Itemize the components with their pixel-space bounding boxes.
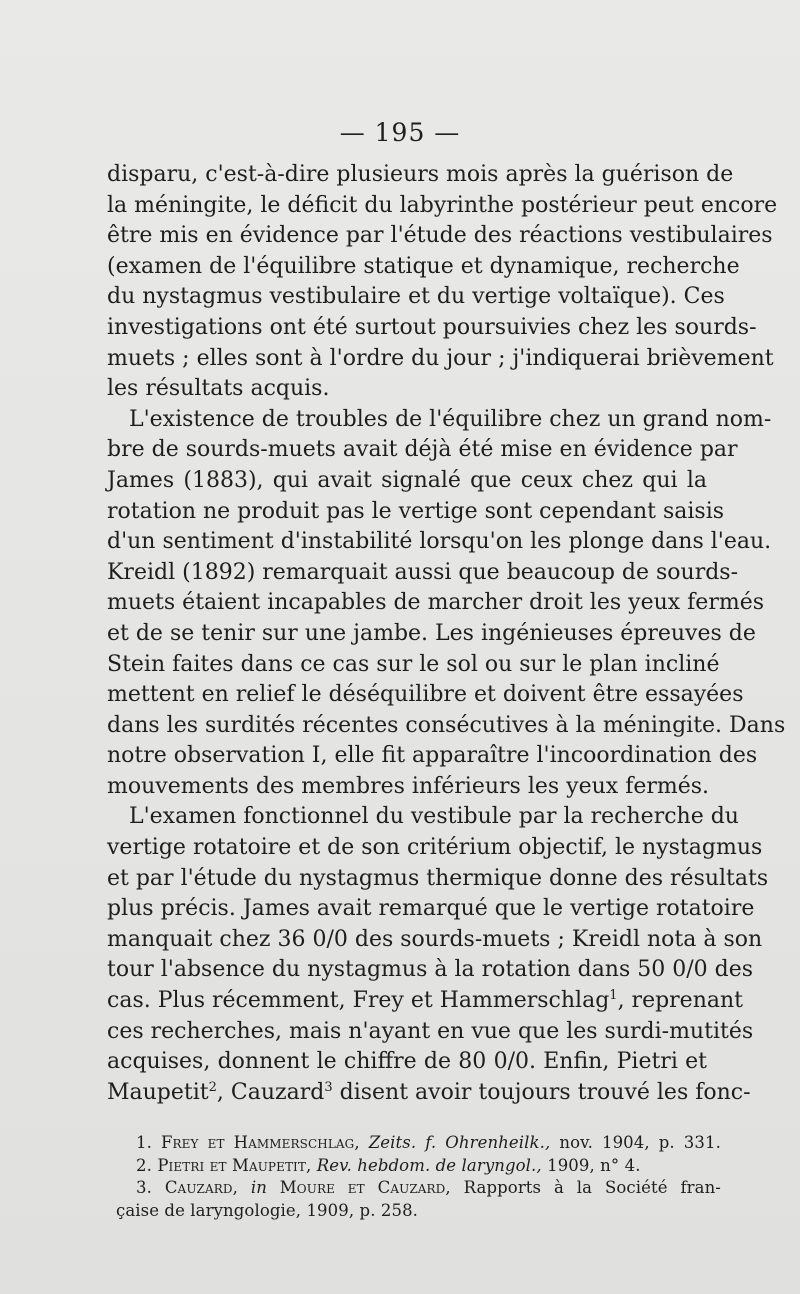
text-line: investigations ont été surtout poursuivies chez les sourds- (107, 314, 757, 340)
footnote-number: 2. (136, 1155, 152, 1175)
footnote-detail: nov. 1904, p. 331. (559, 1133, 721, 1152)
footnote-authors: Cauzard, (164, 1178, 238, 1197)
text-line: ces recherches, mais n'ayant en vue que les surdi-mutités (107, 1018, 754, 1044)
footnote-source: Zeits. f. Ohrenheilk., (368, 1133, 551, 1152)
text-line: d'un sentiment d'instabilité lorsqu'on les plonge dans l'eau. (107, 529, 772, 555)
text-line: disparu, c'est-à-dire plusieurs mois après la guérison de (107, 162, 734, 187)
footnote-authors: Moure et Cauzard, (279, 1178, 451, 1197)
text-line: (examen de l'équilibre statique et dynamique, recherche (107, 253, 740, 279)
footnote-ref-1: 1 (609, 988, 618, 1004)
text-line: vertige rotatoire et de son critérium objectif, le nystagmus (107, 835, 763, 861)
text-run: , reprenant (617, 988, 743, 1014)
footnote-3-continuation: çaise de laryngologie, 1909, p. 258. (116, 1200, 419, 1220)
text-line: muets ; elles sont à l'ordre du jour ; j'indiquerai brièvement (107, 345, 774, 371)
footnote-in: in (250, 1178, 267, 1197)
text-run: disent avoir toujours trouvé les fonc- (332, 1079, 751, 1105)
text-line: Kreidl (1892) remarquait aussi que beaucoup de sourds- (107, 559, 739, 585)
text-line: rotation ne produit pas le vertige sont cependant saisis (107, 498, 725, 524)
footnote-number: 1. (136, 1133, 152, 1152)
footnote-ref-2: 2 (208, 1079, 217, 1095)
footnote-authors: Pietri et Maupetit, (157, 1155, 312, 1175)
footnotes (116, 1132, 721, 1222)
text-line: tour l'absence du nystagmus à la rotation dans 50 0/0 des (107, 957, 754, 983)
footnote-detail: Rapports à la Société fran- (463, 1178, 721, 1197)
footnote-2 (116, 1155, 721, 1178)
body-text (107, 160, 786, 1108)
text-run: cas. Plus récemment, Frey et Hammerschlag (107, 988, 610, 1014)
text-line: être mis en évidence par l'étude des réactions vestibulaires (107, 223, 773, 249)
footnote-1 (116, 1132, 721, 1155)
text-line: dans les surdités récentes consécutives à la méningite. Dans (107, 712, 786, 738)
text-line: et par l'étude du nystagmus thermique donne des résultats (107, 865, 769, 891)
text-line (107, 1078, 751, 1109)
footnote-detail: 1909, n° 4. (547, 1155, 641, 1175)
paragraph-start-line: L'existence de troubles de l'équilibre chez un grand nom- (129, 406, 772, 432)
text-line: manquait chez 36 0/0 des sourds-muets ; Kreidl nota à son (107, 926, 763, 952)
text-line: muets étaient incapables de marcher droit les yeux fermés (107, 590, 765, 616)
text-line: mettent en relief le déséquilibre et doivent être essayées (107, 682, 744, 708)
footnote-authors: Frey et Hammerschlag, (161, 1133, 360, 1152)
text-line: James (1883), qui avait signalé que ceux chez qui la (107, 467, 707, 493)
footnote-source: Rev. hebdom. de laryngol., (316, 1155, 542, 1175)
text-line: les résultats acquis. (107, 376, 330, 402)
text-line: et de se tenir sur une jambe. Les ingénieuses épreuves de (107, 620, 756, 646)
text-line: du nystagmus vestibulaire et du vertige voltaïque). Ces (107, 284, 725, 310)
text-line (107, 986, 743, 1017)
footnote-number: 3. (136, 1178, 152, 1197)
text-line: notre observation I, elle fit apparaître l'incoordination des (107, 743, 758, 769)
footnote-3 (116, 1177, 721, 1200)
footnote-ref-3: 3 (324, 1079, 333, 1095)
text-run: , Cauzard (216, 1079, 325, 1105)
text-line: Stein faites dans ce cas sur le sol ou sur le plan incliné (107, 651, 720, 677)
text-line: bre de sourds-muets avait déjà été mise en évidence par (107, 437, 738, 463)
text-line: acquises, donnent le chiffre de 80 0/0. Enfin, Pietri et (107, 1049, 707, 1075)
text-run: Maupetit (107, 1079, 209, 1105)
text-line: plus précis. James avait remarqué que le vertige rotatoire (107, 896, 755, 922)
paragraph-start-line: L'examen fonctionnel du vestibule par la recherche du (129, 804, 739, 830)
text-line: mouvements des membres inférieurs les yeux fermés. (107, 773, 710, 799)
text-line: la méningite, le déficit du labyrinthe postérieur peut encore (107, 192, 778, 218)
page-number: — 195 — (339, 118, 461, 147)
